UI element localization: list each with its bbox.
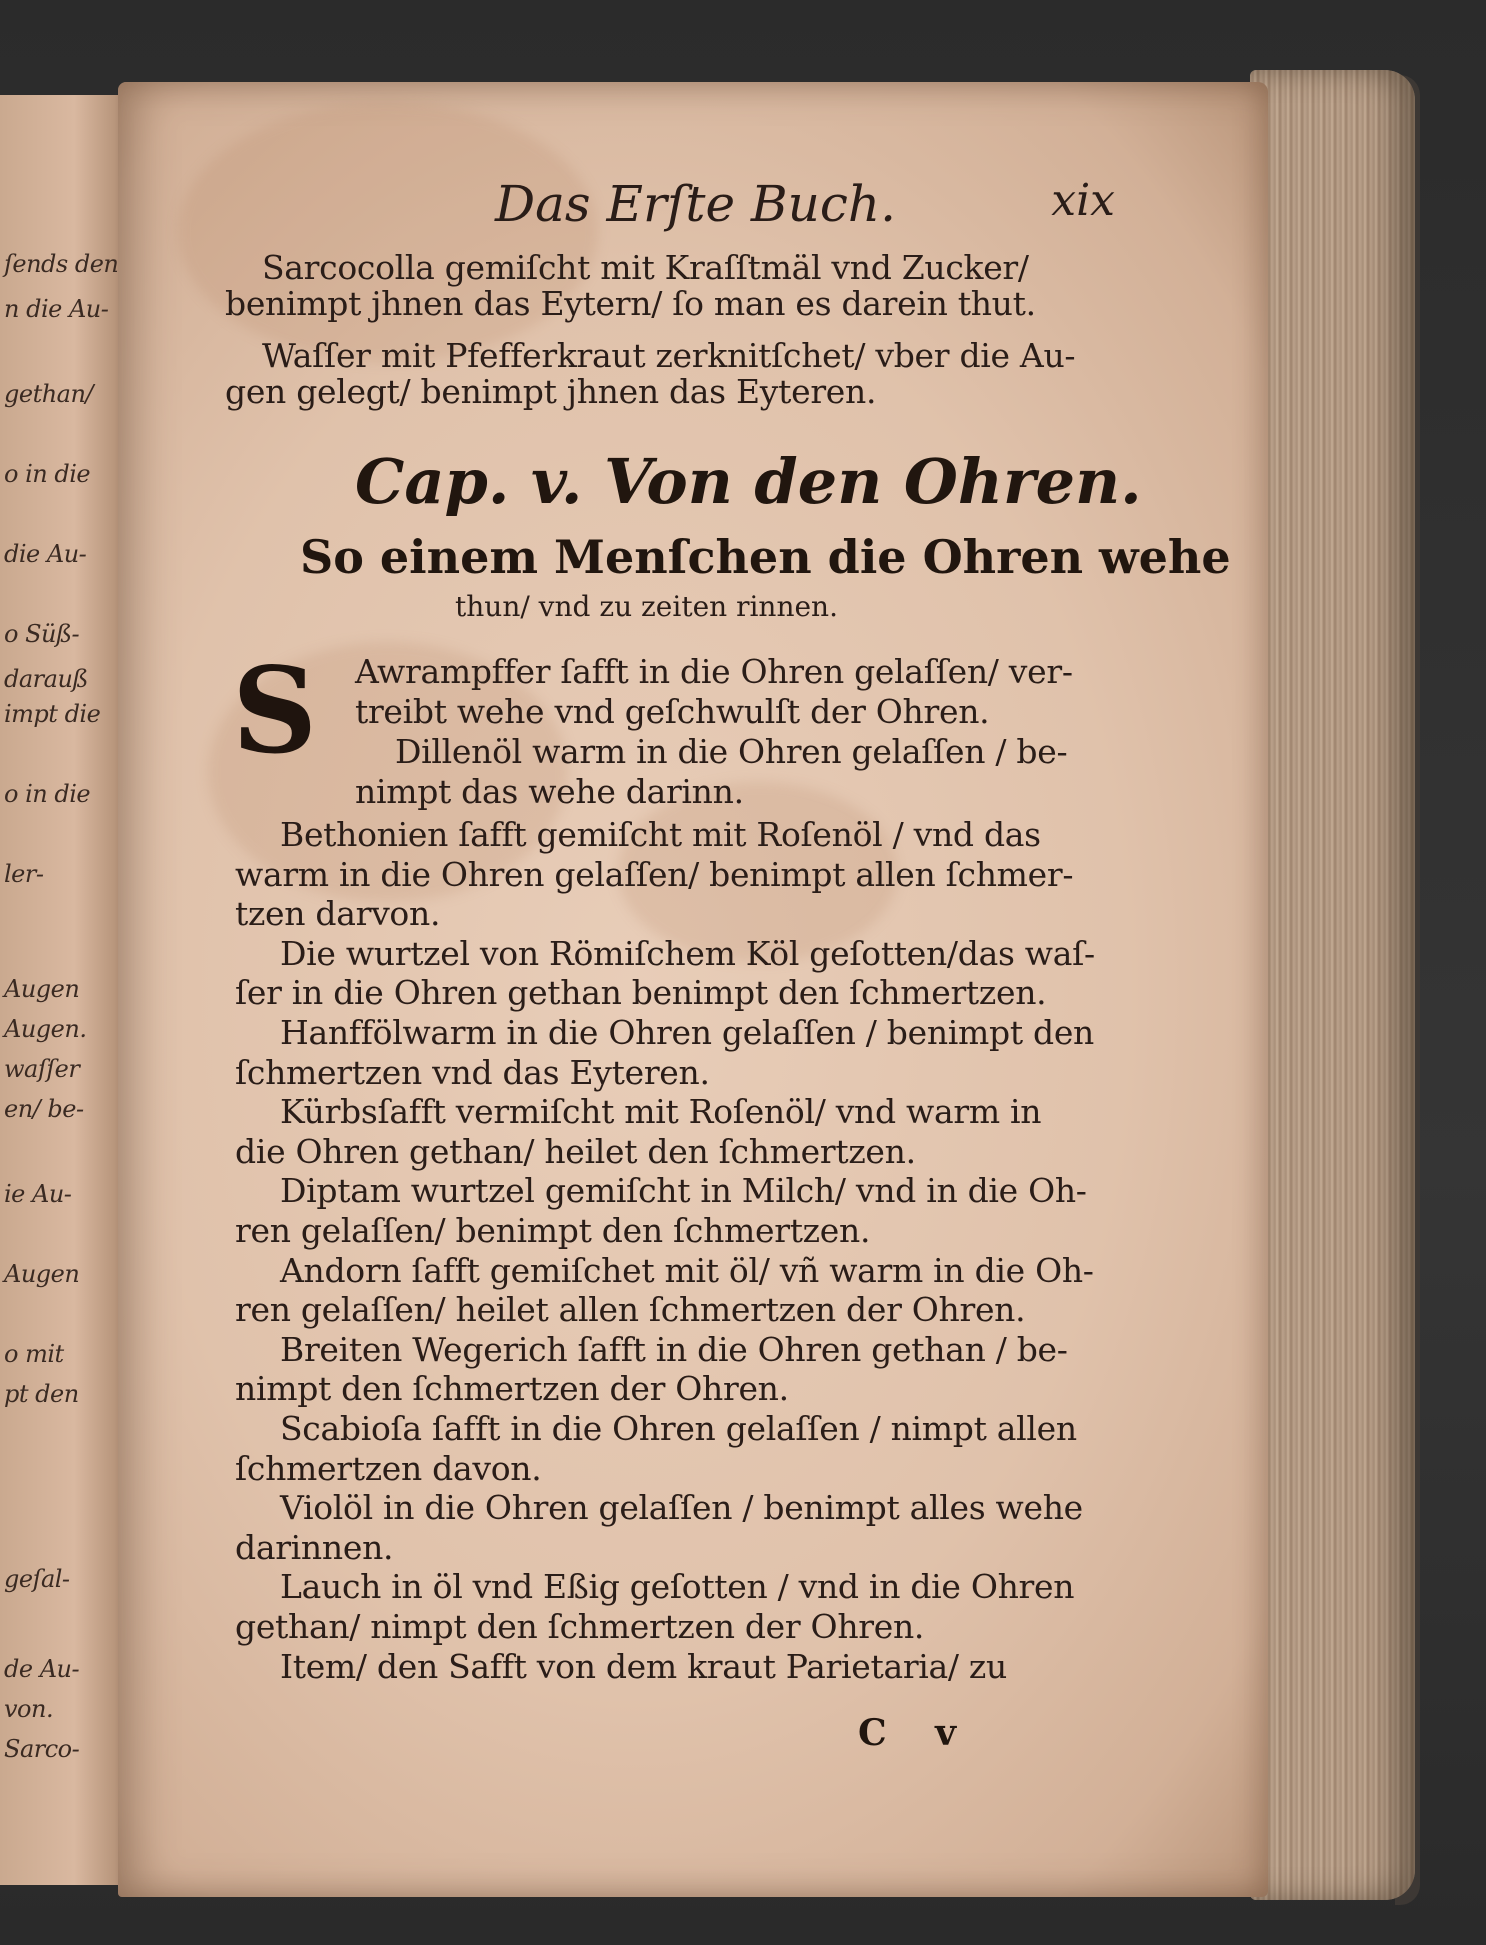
text-line: Waſſer mit Pfefferkraut zerknitſchet/ vber die Au- (262, 336, 1076, 375)
left-fragment: o Süß- (4, 620, 80, 648)
text-line: ren gelaſſen/ heilet allen ſchmertzen der Ohren. (235, 1290, 1026, 1329)
page-header (495, 175, 1115, 245)
chapter-title: Cap. v. Von den Ohren. (355, 445, 1142, 518)
left-fragment: o in die (4, 780, 91, 808)
text-line: tzen darvon. (235, 894, 441, 933)
left-fragment: en/ be- (4, 1095, 84, 1123)
left-fragment: o mit (4, 1340, 64, 1368)
text-line: Awrampffer ſafft in die Ohren gelaſſen/ ver- (355, 652, 1073, 691)
facing-page-edge (0, 95, 135, 1885)
left-fragment: gethan/ (4, 380, 94, 408)
left-fragment: pt den (4, 1380, 79, 1408)
text-line: Violöl in die Ohren gelaſſen / benimpt alles wehe (280, 1488, 1083, 1527)
text-line: ſchmertzen davon. (235, 1449, 542, 1488)
left-fragment: von. (4, 1695, 54, 1723)
left-fragment: Augen. (4, 1015, 87, 1043)
left-fragment: ſends den (4, 250, 119, 278)
text-line: Bethonien ſafft gemiſcht mit Roſenöl / vnd das (280, 815, 1041, 854)
left-fragment: Sarco- (4, 1735, 80, 1763)
left-fragment: ler- (4, 860, 44, 888)
left-fragment: de Au- (4, 1655, 80, 1683)
page-block-fore-edge (1250, 70, 1415, 1900)
text-line: darinnen. (235, 1528, 394, 1567)
text-line: die Ohren gethan/ heilet den ſchmertzen. (235, 1132, 916, 1171)
text-line: ſchmertzen vnd das Eyteren. (235, 1053, 710, 1092)
text-line: gethan/ nimpt den ſchmertzen der Ohren. (235, 1607, 925, 1646)
text-line: Kürbsſafft vermiſcht mit Roſenöl/ vnd warm in (280, 1092, 1042, 1131)
left-fragment: Augen (4, 975, 80, 1003)
text-line: treibt wehe vnd geſchwulſt der Ohren. (355, 692, 990, 731)
signature-mark: C v (858, 1712, 975, 1754)
text-line: nimpt das wehe darinn. (355, 772, 744, 811)
left-fragment: n die Au- (4, 295, 109, 323)
running-head: Das Erſte Buch. (495, 175, 896, 233)
text-line: ren gelaſſen/ benimpt den ſchmertzen. (235, 1211, 871, 1250)
text-line: gen gelegt/ benimpt jhnen das Eyteren. (225, 372, 877, 411)
text-line: ſer in die Ohren gethan benimpt den ſchmertzen. (235, 973, 1047, 1012)
text-line: benimpt jhnen das Eytern/ ſo man es darein thut. (225, 284, 1036, 323)
text-line: Die wurtzel von Römiſchem Köl geſotten/das waſ- (280, 934, 1095, 973)
text-line: Item/ den Safft von dem kraut Parietaria/ zu (280, 1647, 1007, 1686)
text-line: Breiten Wegerich ſafft in die Ohren gethan / be- (280, 1330, 1068, 1369)
left-fragment: waſſer (4, 1055, 80, 1083)
text-line: warm in die Ohren gelaſſen/ benimpt allen ſchmer- (235, 855, 1074, 894)
text-line: nimpt den ſchmertzen der Ohren. (235, 1369, 789, 1408)
text-line: Scabioſa ſafft in die Ohren gelaſſen / nimpt allen (280, 1409, 1077, 1448)
left-fragment: ie Au- (4, 1180, 72, 1208)
left-fragment: o in die (4, 460, 91, 488)
section-heading: So einem Menſchen die Ohren wehe (300, 530, 1231, 584)
text-line: Diptam wurtzel gemiſcht in Milch/ vnd in die Oh- (280, 1171, 1087, 1210)
left-fragment: die Au- (4, 540, 87, 568)
folio-number: xix (1051, 175, 1115, 226)
text-line: Hanffölwarm in die Ohren gelaſſen / benimpt den (280, 1013, 1095, 1052)
text-line: Lauch in öl vnd Eßig geſotten / vnd in die Ohren (280, 1567, 1075, 1606)
text-line: Dillenöl warm in die Ohren gelaſſen / be- (395, 732, 1068, 771)
left-fragment: geſal- (4, 1565, 70, 1593)
text-line: Andorn ſafft gemiſchet mit öl/ vñ warm in die Oh- (280, 1251, 1094, 1290)
text-line: Sarcocolla gemiſcht mit Kraſſtmäl vnd Zucker/ (262, 248, 1029, 287)
decorated-initial: S (232, 641, 318, 780)
left-fragment: impt die (4, 700, 101, 728)
left-fragment: darauß (4, 665, 88, 693)
section-subheading: thun/ vnd zu zeiten rinnen. (455, 590, 838, 623)
left-fragment: Augen (4, 1260, 80, 1288)
